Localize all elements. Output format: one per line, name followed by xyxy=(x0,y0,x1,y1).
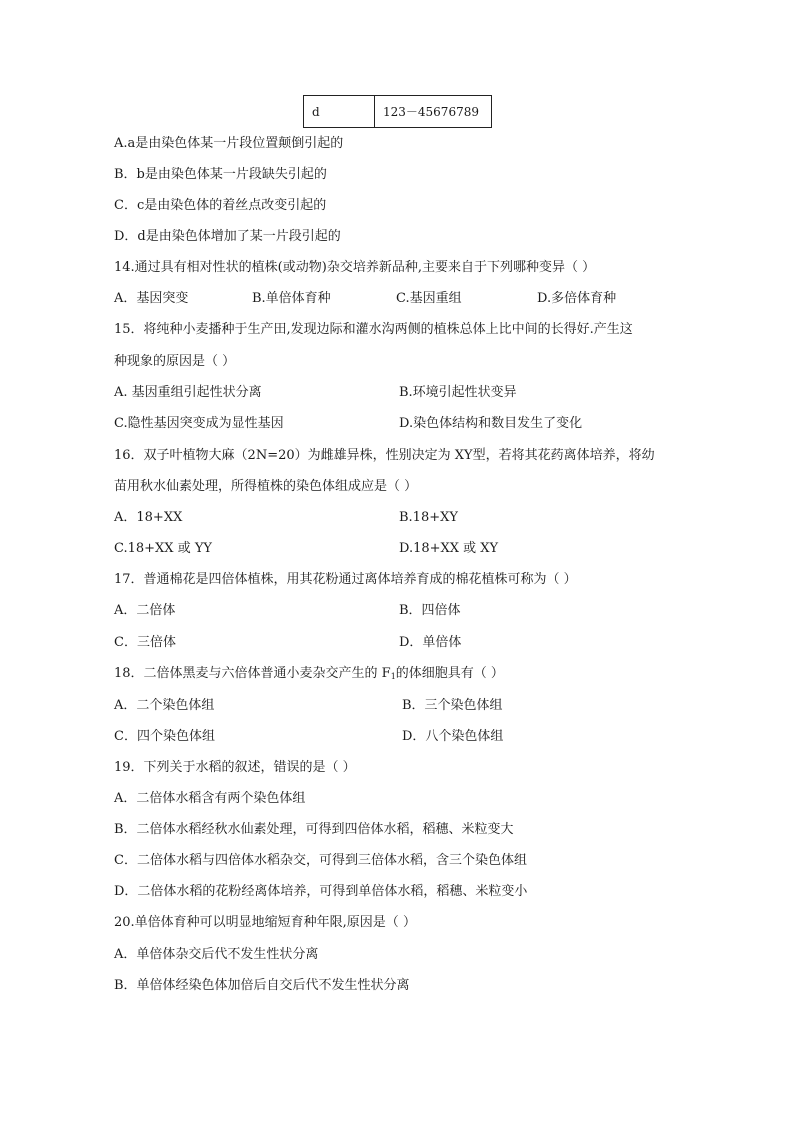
q18-option-c: C．四个染色体组 xyxy=(114,729,215,744)
q16-stem-line1: 16．双子叶植物大麻（2N=20）为雌雄异株，性别决定为 XY型，若将其花药离体培养，将幼 xyxy=(114,448,655,463)
q19-option-d: D．二倍体水稻的花粉经离体培养，可得到单倍体水稻，稻穗、米粒变小 xyxy=(114,884,528,899)
q19-option-a: A．二倍体水稻含有两个染色体组 xyxy=(114,791,306,806)
q15-option-b: B.环境引起性状变异 xyxy=(399,385,517,400)
q15-option-d: D.染色体结构和数目发生了变化 xyxy=(399,416,583,431)
q15-option-a: A. 基因重组引起性状分离 xyxy=(114,385,262,400)
q16-option-b: B.18+XY xyxy=(399,510,458,525)
table-cell-sequence: 123－45676789 xyxy=(375,96,492,128)
q15-stem-line2: 种现象的原因是（ ） xyxy=(114,354,236,369)
q14-option-d: D.多倍体育种 xyxy=(537,291,617,306)
q17-option-d: D．单倍体 xyxy=(399,635,462,650)
q18-option-b: B．三个染色体组 xyxy=(402,698,503,713)
q18-option-a: A．二个染色体组 xyxy=(114,698,215,713)
q14-option-a: A．基因突变 xyxy=(114,291,189,306)
q17-option-a: A．二倍体 xyxy=(114,603,176,618)
q18-stem-text-end: 的体细胞具有（ ） xyxy=(395,666,504,681)
q20-stem: 20.单倍体育种可以明显地缩短育种年限,原因是（ ） xyxy=(114,915,416,930)
q14-option-b: B.单倍体育种 xyxy=(252,291,331,306)
q18-stem-subscript: 1 xyxy=(390,672,396,681)
q14-stem: 14.通过具有相对性状的植株(或动物)杂交培养新品种,主要来自于下列哪种变异（ ） xyxy=(114,260,596,275)
q13-option-a: A.a是由染色体某一片段位置颠倒引起的 xyxy=(114,136,344,151)
q16-option-c: C.18+XX 或 YY xyxy=(114,541,212,556)
q13-option-c: C．c是由染色体的着丝点改变引起的 xyxy=(114,198,327,213)
q20-option-a: A．单倍体杂交后代不发生性状分离 xyxy=(114,947,319,962)
mutation-table xyxy=(303,95,492,128)
q13-option-b: B．b是由染色体某一片段缺失引起的 xyxy=(114,167,327,182)
q16-option-d: D.18+XX 或 XY xyxy=(399,541,499,556)
table-row xyxy=(304,96,492,128)
q16-option-a: A．18+XX xyxy=(114,510,183,525)
q19-stem: 19．下列关于水稻的叙述，错误的是（ ） xyxy=(114,760,356,775)
table-cell-label: d xyxy=(304,96,375,128)
q14-option-c: C.基因重组 xyxy=(396,291,462,306)
q18-option-d: D．八个染色体组 xyxy=(402,729,504,744)
q17-stem: 17．普通棉花是四倍体植株，用其花粉通过离体培养育成的棉花植株可称为（ ） xyxy=(114,572,577,587)
q19-option-c: C．二倍体水稻与四倍体水稻杂交，可得到三倍体水稻，含三个染色体组 xyxy=(114,853,527,868)
q17-option-b: B．四倍体 xyxy=(399,603,461,618)
q15-stem-line1: 15．将纯种小麦播种于生产田,发现边际和灌水沟两侧的植株总体上比中间的长得好.产生这 xyxy=(114,322,633,337)
q16-stem-line2: 苗用秋水仙素处理，所得植株的染色体组成应是（ ） xyxy=(114,479,418,494)
q18-stem-text: 18．二倍体黑麦与六倍体普通小麦杂交产生的 F xyxy=(114,666,391,681)
q19-option-b: B．二倍体水稻经秋水仙素处理，可得到四倍体水稻，稻穗、米粒变大 xyxy=(114,822,514,837)
q13-option-d: D．d是由染色体增加了某一片段引起的 xyxy=(114,229,341,244)
q18-stem xyxy=(114,666,504,685)
q15-option-c: C.隐性基因突变成为显性基因 xyxy=(114,416,284,431)
q17-option-c: C．三倍体 xyxy=(114,635,176,650)
q20-option-b: B．单倍体经染色体加倍后自交后代不发生性状分离 xyxy=(114,978,410,993)
